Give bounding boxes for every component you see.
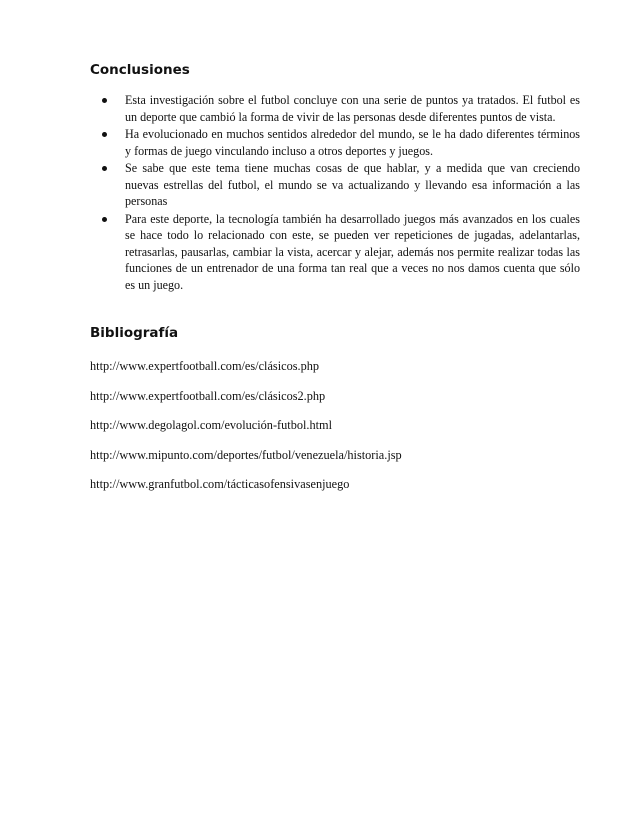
list-item-text: Se sabe que este tema tiene muchas cosas de que hablar, y a medida que van creciendo nuevas estrellas del futbol, el mundo se va actualizando y llevando esa información a las personas (125, 161, 580, 208)
conclusiones-list (90, 92, 580, 294)
bibliografia-heading: Bibliografía (90, 325, 179, 341)
list-item (90, 160, 580, 210)
bullet-icon (102, 166, 107, 171)
bibliography-link: http://www.expertfootball.com/es/clásicos2.php (90, 388, 326, 403)
list-item (90, 126, 580, 159)
list-item-text: Ha evolucionado en muchos sentidos alrededor del mundo, se le ha dado diferentes términos y formas de juego vinculando incluso a otros deportes y juegos. (125, 127, 580, 158)
bibliography-link: http://www.mipunto.com/deportes/futbol/venezuela/historia.jsp (90, 447, 402, 462)
list-item (90, 211, 580, 294)
list-item-text: Para este deporte, la tecnología también ha desarrollado juegos más avanzados en los cuales se hace todo lo relacionado con este, se pueden ver repeticiones de jugadas, adelantarlas, retrasarlas, pausarlas, cambiar la vista, acercar y alejar, además nos permite realizar todas las funciones de un entrenador de una forma tan real que a veces no nos damos cuenta que sólo es un juego. (125, 211, 580, 292)
bibliography-link: http://www.expertfootball.com/es/clásicos.php (90, 359, 320, 373)
bullet-icon (102, 132, 107, 137)
list-item-text: Esta investigación sobre el futbol concluye con una serie de puntos ya tratados. El futbol es un deporte que cambió la forma de vivir de las personas desde diferentes puntos de vista. (125, 93, 580, 124)
list-item (90, 92, 580, 125)
bibliography-link: http://www.granfutbol.com/tácticasofensivasenjuego (90, 477, 350, 491)
conclusiones-heading: Conclusiones (90, 62, 190, 78)
bibliografia-list (90, 358, 590, 506)
bibliography-link: http://www.degolagol.com/evolución-futbol.html (90, 418, 333, 432)
bullet-icon (102, 217, 107, 222)
bullet-icon (102, 98, 107, 103)
